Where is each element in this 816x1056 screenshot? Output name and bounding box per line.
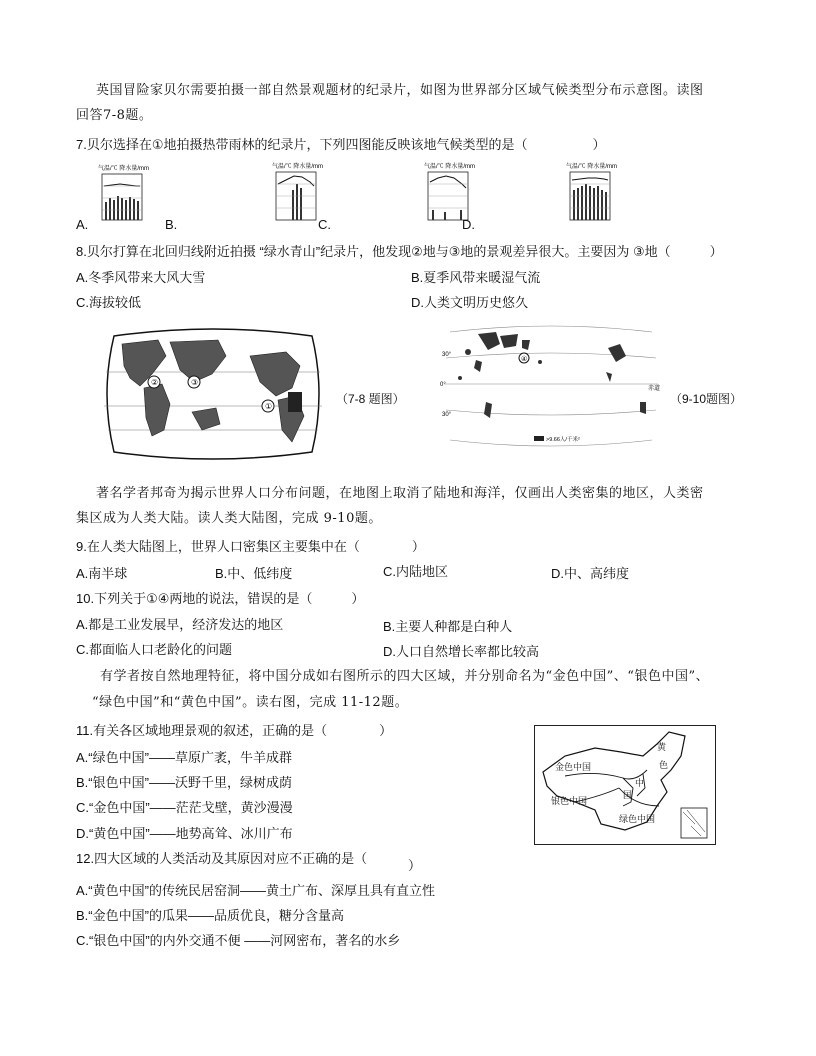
china-map-yellow-char-2: 色 [659,760,669,770]
question-8-option-a: A.冬季风带来大风大雪 [76,270,206,285]
human-continent-map [440,322,662,454]
question-9-option-c: C.内陆地区 [383,564,449,579]
question-12-option-b: B.“金色中国”的瓜果——品质优良，糖分含量高 [76,908,344,923]
question-9-option-d: D.中、高纬度 [551,566,630,581]
china-map-guo-char: 国 [623,790,633,800]
question-12-option-a: A.“黄色中国”的传统民居窑洞——黄土广布、深厚且具有直立性 [76,883,435,898]
human-continent-map-marker-4: ④ [521,355,528,363]
question-12-option-c: C.“银色中国”的内外交通不便 ——河网密布，著名的水乡 [76,933,401,948]
china-map-gold-region: 金色中国 [555,762,592,772]
intro-paragraph-3-line-2: “绿色中国”和“黄色中国”。读右图，完成 11-12题。 [92,695,409,710]
question-11-option-c: C.“金色中国”——茫茫戈壁，黄沙漫漫 [76,800,293,815]
question-7-option-c: C. [318,217,331,232]
question-10-option-b: B.主要人种都是白种人 [383,619,513,634]
china-map-zhong-char: 中 [635,778,645,788]
figure-caption-9-10: （9-10题图） [670,392,743,406]
world-climate-map-marker-2: ② [151,378,159,387]
question-11-option-b: B.“银色中国”——沃野千里，绿树成荫 [76,775,292,790]
question-7-stem: 7.贝尔选择在①地拍摄热带雨林的纪录片，下列四图能反映该地气候类型的是（ ） [76,137,606,152]
climate-chart-d [556,160,626,228]
question-10-option-a: A.都是工业发展早，经济发达的地区 [76,617,284,632]
intro-paragraph-2-line-1: 著名学者邦奇为揭示世界人口分布问题，在地图上取消了陆地和海洋，仅画出人类密集的地区，人类密 [96,486,704,501]
intro-paragraph-1-line-1: 英国冒险家贝尔需要拍摄一部自然景观题材的纪录片，如图为世界部分区域气候类型分布示意图。读图 [96,83,704,98]
question-10-option-c: C.都面临人口老龄化的问题 [76,642,233,657]
question-8-option-d: D.人类文明历史悠久 [411,295,529,310]
question-11-option-d: D.“黄色中国”——地势高耸、冰川广布 [76,826,293,841]
climate-chart-c-label: 气温/℃ 降水量/mm [424,164,475,170]
question-7-option-a: A. [76,217,89,232]
question-9-option-a: A.南半球 [76,566,128,581]
world-climate-map [100,326,326,462]
question-10-option-d: D.人口自然增长率都比较高 [383,644,540,659]
climate-chart-b [262,160,332,228]
question-7-option-d: D. [462,217,475,232]
question-9-option-b: B.中、低纬度 [215,566,293,581]
svg-text:0°: 0° [440,382,446,388]
question-9-stem: 9.在人类大陆图上，世界人口密集区主要集中在（ ） [76,539,425,554]
intro-paragraph-1-line-2: 回答7-8题。 [76,108,153,123]
intro-paragraph-3-line-1: 有学者按自然地理特征，将中国分成如右图所示的四大区域，并分别命名为“金色中国”、“银色中国”、 [100,669,710,684]
china-map-green-region: 绿色中国 [619,814,656,824]
china-regions-map [534,725,716,845]
svg-text:30°: 30° [442,412,452,418]
china-map-silver-region: 银色中国 [551,796,588,806]
svg-text:30°: 30° [442,352,452,358]
question-10-stem: 10.下列关于①④两地的说法，错误的是（ ） [76,591,365,606]
world-climate-map-marker-1: ① [265,402,273,411]
question-8-option-b: B.夏季风带来暖湿气流 [411,270,541,285]
question-7-option-b: B. [165,217,178,232]
question-12-close-paren: ） [408,858,422,873]
climate-chart-a-label: 气温/℃ 降水量/mm [98,166,149,172]
climate-chart-b-label: 气温/℃ 降水量/mm [272,164,323,170]
climate-chart-a [92,162,162,228]
equator-label: 赤道 [648,386,661,392]
question-11-stem: 11.有关各区域地理景观的叙述，正确的是（ ） [76,723,393,738]
figure-caption-7-8: （7-8 题图） [336,392,405,406]
question-11-option-a: A.“绿色中国”——草原广袤，牛羊成群 [76,750,292,765]
question-8-option-c: C.海拔较低 [76,295,142,310]
intro-paragraph-2-line-2: 集区成为人类大陆。读人类大陆图，完成 9-10题。 [76,511,382,526]
question-8-stem: 8.贝尔打算在北回归线附近拍摄 “绿水青山”纪录片，他发现②地与③地的景观差异很大。主要因为 ③地（ ） [76,244,723,259]
china-map-yellow-char-1: 黄 [657,742,667,752]
climate-chart-c [414,160,484,228]
map-legend-text: >9.66人/千米² [546,437,580,443]
world-climate-map-marker-3: ③ [191,378,199,387]
question-12-stem: 12.四大区域的人类活动及其原因对应不正确的是（ [76,851,368,866]
climate-chart-d-label: 气温/℃ 降水量/mm [566,164,617,170]
